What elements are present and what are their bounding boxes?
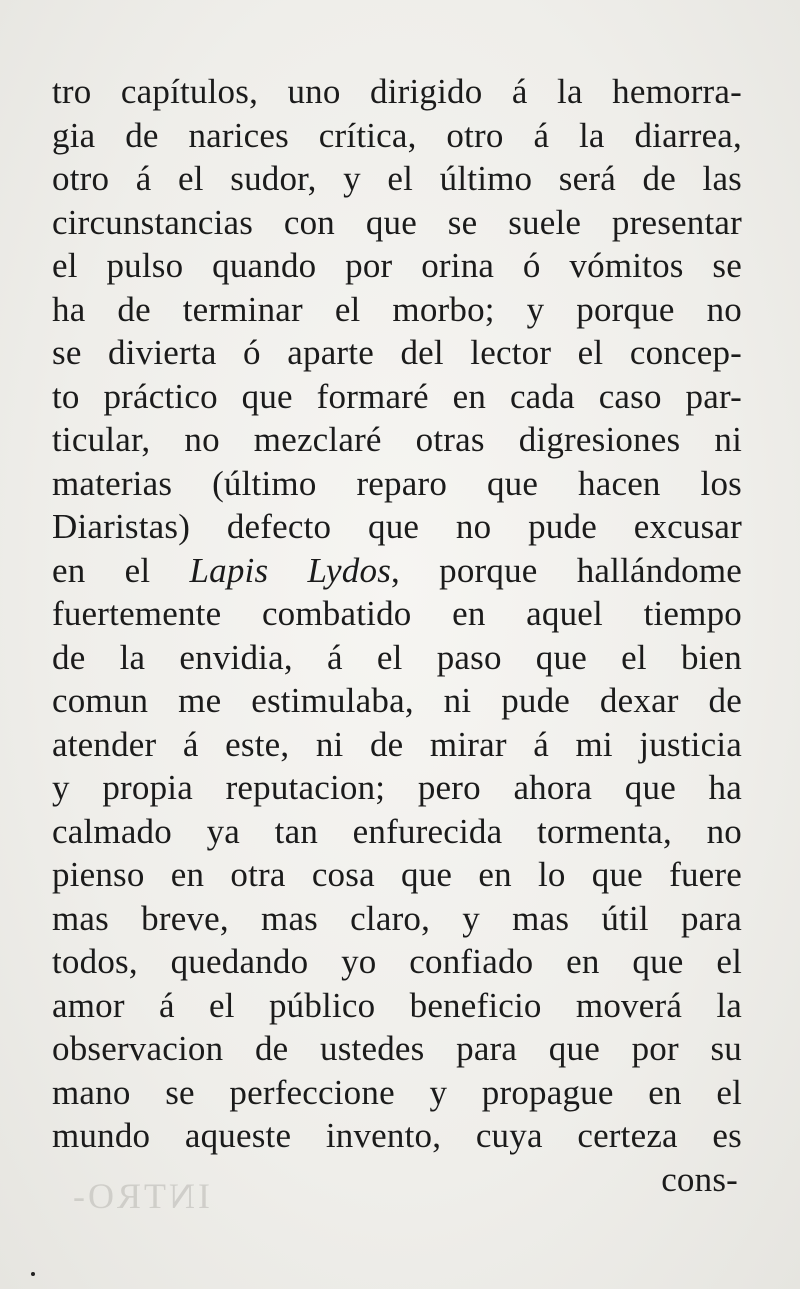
text-line: mundo aqueste invento, cuya certeza es — [52, 1116, 742, 1155]
text-segment: , porque hallándome — [391, 550, 742, 590]
text-line: mas breve, mas claro, y mas útil para — [52, 898, 742, 938]
text-line: todos, quedando yo confiado en que el — [52, 942, 742, 981]
text-line: to práctico que formaré en cada caso par- — [52, 376, 742, 416]
ink-speck — [31, 1272, 35, 1276]
text-line: y propia reputacion; pero ahora que ha — [52, 768, 742, 807]
text-line: Diaristas) defecto que no pude excusar — [52, 507, 742, 546]
text-line-with-italic — [52, 549, 742, 593]
catchword: cons- — [661, 1159, 738, 1199]
text-segment: en el — [52, 550, 190, 590]
body-text — [52, 70, 742, 1201]
text-line: calmado ya tan enfurecida tormenta, no — [52, 811, 742, 851]
text-line: otro á el sudor, y el último será de las — [52, 159, 742, 198]
text-line: amor á el público beneficio moverá la — [52, 985, 742, 1025]
text-line: circunstancias con que se suele presentar — [52, 202, 742, 242]
text-line: el pulso quando por orina ó vómitos se — [52, 246, 742, 285]
text-line: fuertemente combatido en aquel tiempo — [52, 594, 742, 633]
text-line: atender á este, ni de mirar á mi justicia — [52, 724, 742, 764]
text-line: materias (último reparo que hacen los — [52, 463, 742, 503]
bleed-through-text: INTRO- — [70, 1176, 210, 1216]
text-line: comun me estimulaba, ni pude dexar de — [52, 681, 742, 720]
text-line: pienso en otra cosa que en lo que fuere — [52, 855, 742, 894]
italic-title: Lapis Lydos — [189, 550, 392, 590]
text-line: se divierta ó aparte del lector el concep- — [52, 333, 742, 372]
text-line: ticular, no mezclaré otras digresiones ni — [52, 420, 742, 459]
text-line: observacion de ustedes para que por su — [52, 1029, 742, 1068]
text-line: gia de narices crítica, otro á la diarrea, — [52, 115, 742, 155]
text-line: ha de terminar el morbo; y porque no — [52, 289, 742, 329]
text-line: mano se perfeccione y propague en el — [52, 1072, 742, 1112]
text-line: tro capítulos, uno dirigido á la hemorra- — [52, 72, 742, 111]
text-line: de la envidia, á el paso que el bien — [52, 637, 742, 677]
